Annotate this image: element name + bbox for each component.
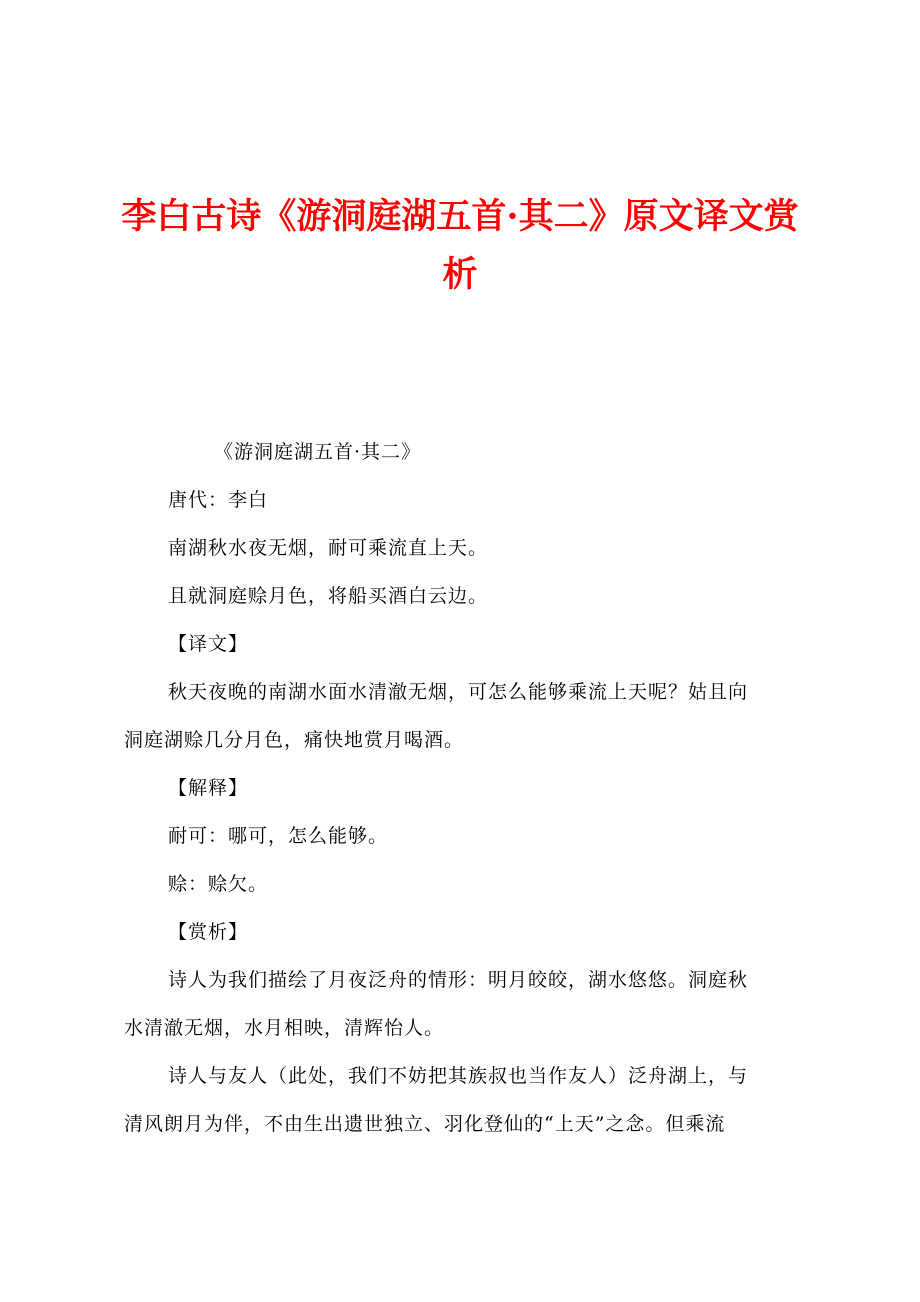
appreciation-p2-line-2: 清风朗月为伴，不由生出遗世独立、羽化登仙的“上天”之念。但乘流 bbox=[124, 1113, 726, 1135]
poem-heading: 《游洞庭湖五首·其二》 bbox=[214, 441, 422, 463]
translation-line-2: 洞庭湖赊几分月色，痛快地赏月喝酒。 bbox=[124, 729, 465, 751]
note-2: 赊：赊欠。 bbox=[168, 873, 269, 895]
notes-label: 【解释】 bbox=[168, 777, 249, 799]
translation-label: 【译文】 bbox=[168, 633, 249, 655]
translation-line-1: 秋天夜晚的南湖水面水清澈无烟，可怎么能够乘流上天呢？姑且向 bbox=[168, 681, 749, 703]
poem-verse-1: 南湖秋水夜无烟，耐可乘流直上天。 bbox=[168, 537, 489, 559]
poem-author-line: 唐代：李白 bbox=[168, 489, 269, 511]
poem-verse-2: 且就洞庭赊月色，将船买酒白云边。 bbox=[168, 585, 489, 607]
note-1: 耐可：哪可，怎么能够。 bbox=[168, 825, 389, 847]
appreciation-p1-line-1: 诗人为我们描绘了月夜泛舟的情形：明月皎皎，湖水悠悠。洞庭秋 bbox=[168, 969, 749, 991]
appreciation-label: 【赏析】 bbox=[168, 921, 249, 943]
appreciation-p2-line-1: 诗人与友人（此处，我们不妨把其族叔也当作友人）泛舟湖上，与 bbox=[168, 1065, 749, 1087]
appreciation-p1-line-2: 水清澈无烟，水月相映，清辉怡人。 bbox=[124, 1017, 445, 1039]
page-title: 李白古诗《游洞庭湖五首·其二》原文译文赏析 bbox=[121, 196, 799, 295]
